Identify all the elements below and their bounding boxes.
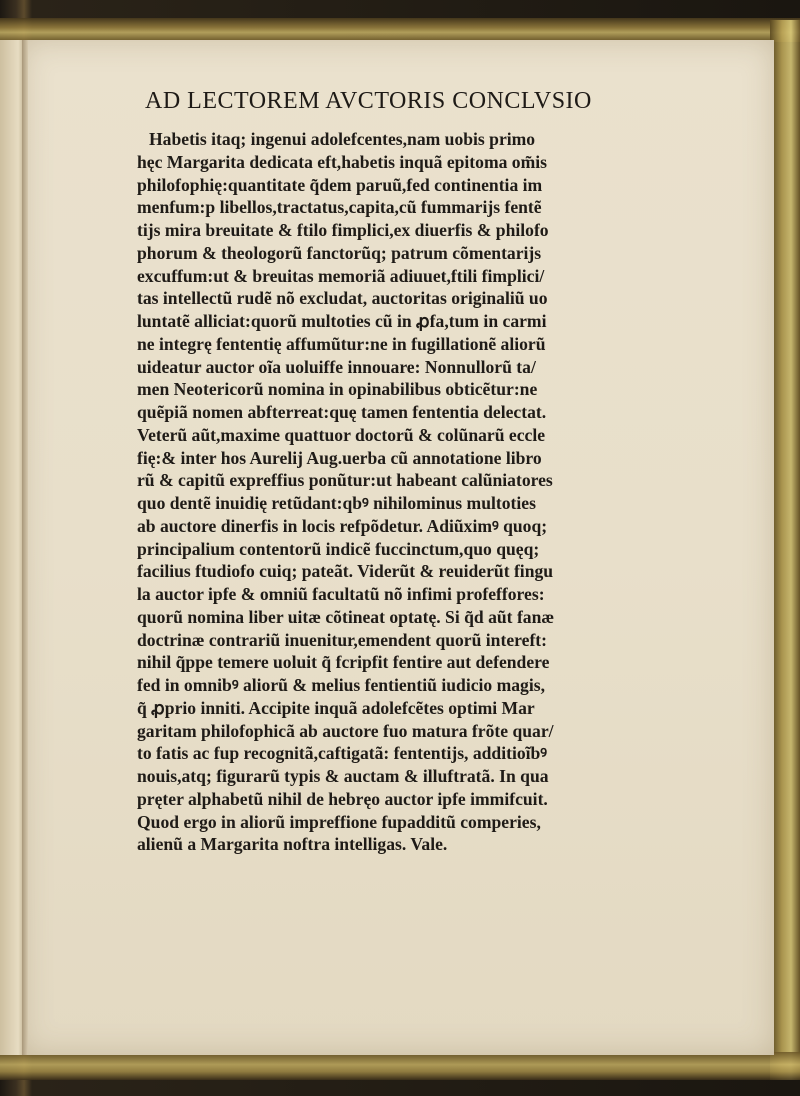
gilded-bottom-edge <box>0 1052 800 1080</box>
text-line: fed in omnibꝰ aliorũ & melius fentientiũ iudicio magis, <box>137 675 545 695</box>
text-line: rũ & capitũ expreffius ponũtur:ut habeant calũniatores <box>137 470 553 491</box>
text-line: quẽpiã nomen abfterreat:quę tamen fententia delectat. <box>137 402 547 422</box>
text-line: doctrinæ contrariũ inuenitur,emendent quorũ intereft: <box>137 629 548 650</box>
text-line: nouis,atq; figurarũ typis & auctam & illuftratã. In qua <box>137 766 549 786</box>
text-line: excuffum:ut & breuitas memoriã adiuuet,ftili fimplici/ <box>137 265 545 286</box>
text-line: phorum & theologorũ fanctorũq; patrum cõmentarijs <box>137 242 542 263</box>
gilded-right-edge <box>770 20 800 1080</box>
text-line: to fatis ac fup recognitã,caftigatã: fententijs, additioĩbꝰ <box>137 743 548 764</box>
text-line: principalium contentorũ indicẽ fuccinctum,quo quęq; <box>137 538 540 559</box>
text-line: Veterũ aũt,maxime quattuor doctorũ & colũnarũ eccle <box>137 424 546 445</box>
text-line: nihil q̃ppe temere uoluit q̃ fcripfit fentire aut defendere <box>137 652 550 673</box>
gilded-top-edge <box>0 18 800 42</box>
text-line: quorũ nomina liber uitæ cõtineat optatę. Si q̃d aũt fanæ <box>137 606 555 627</box>
text-line: garitam philofophicã ab auctore fuo matura frõte quar/ <box>137 720 554 741</box>
text-line: alienũ a Margarita noftra intelligas. Vale. <box>137 834 448 855</box>
body-text <box>137 128 637 856</box>
text-line: fię:& inter hos Aurelij Aug.uerba cũ annotatione libro <box>137 447 542 468</box>
text-line: menfum:p libellos,tractatus,capita,cũ fummarijs fentẽ <box>137 197 542 218</box>
text-line: tijs mira breuitate & ftilo fimplici,ex diuerfis & philofo <box>137 220 549 240</box>
text-line: q̃ ꝓprio inniti. Accipite inquã adolefcẽtes optimi Mar <box>137 697 535 718</box>
text-line: la auctor ipfe & omniũ facultatũ nõ infimi profeffores: <box>137 584 545 604</box>
text-line: pręter alphabetũ nihil de hebręo auctor ipfe immifcuit. <box>137 788 548 809</box>
page-heading: AD LECTOREM AVCTORIS CONCLVSIO <box>145 88 592 114</box>
text-line: philofophię:quantitate q̃dem paruũ,fed continentia im <box>137 174 543 195</box>
text-line: facilius ftudiofo cuiq; pateãt. Viderũt & reuiderũt fingu <box>137 561 554 582</box>
text-line: men Neotericorũ nomina in opinabilibus obticẽtur:ne <box>137 379 538 400</box>
text-line: uideatur auctor oĩa uoluiffe innouare: Nonnullorũ ta/ <box>137 356 536 377</box>
text-line: ne integrę fententię affumũtur:ne in fugillationẽ aliorũ <box>137 333 546 354</box>
text-line: Quod ergo in aliorũ impreffione fupadditũ comperies, <box>137 811 541 832</box>
text-line: hęc Margarita dedicata eft,habetis inquã epitoma om̃is <box>137 151 547 172</box>
text-line: quo dentẽ inuidię retũdant:qbꝰ nihilominus multoties <box>137 493 536 513</box>
text-line: ab auctore dinerfis in locis refpõdetur. Adiũximꝰ quoq; <box>137 515 548 536</box>
text-line: luntatẽ alliciat:quorũ multoties cũ in ꝓfa,tum in carmi <box>137 311 547 331</box>
page-gutter <box>22 40 28 1055</box>
text-line: tas intellectũ rudẽ nõ excludat, auctoritas originaliũ uo <box>137 288 548 309</box>
text-line: Habetis itaq; ingenui adolefcentes,nam uobis primo <box>149 129 536 149</box>
